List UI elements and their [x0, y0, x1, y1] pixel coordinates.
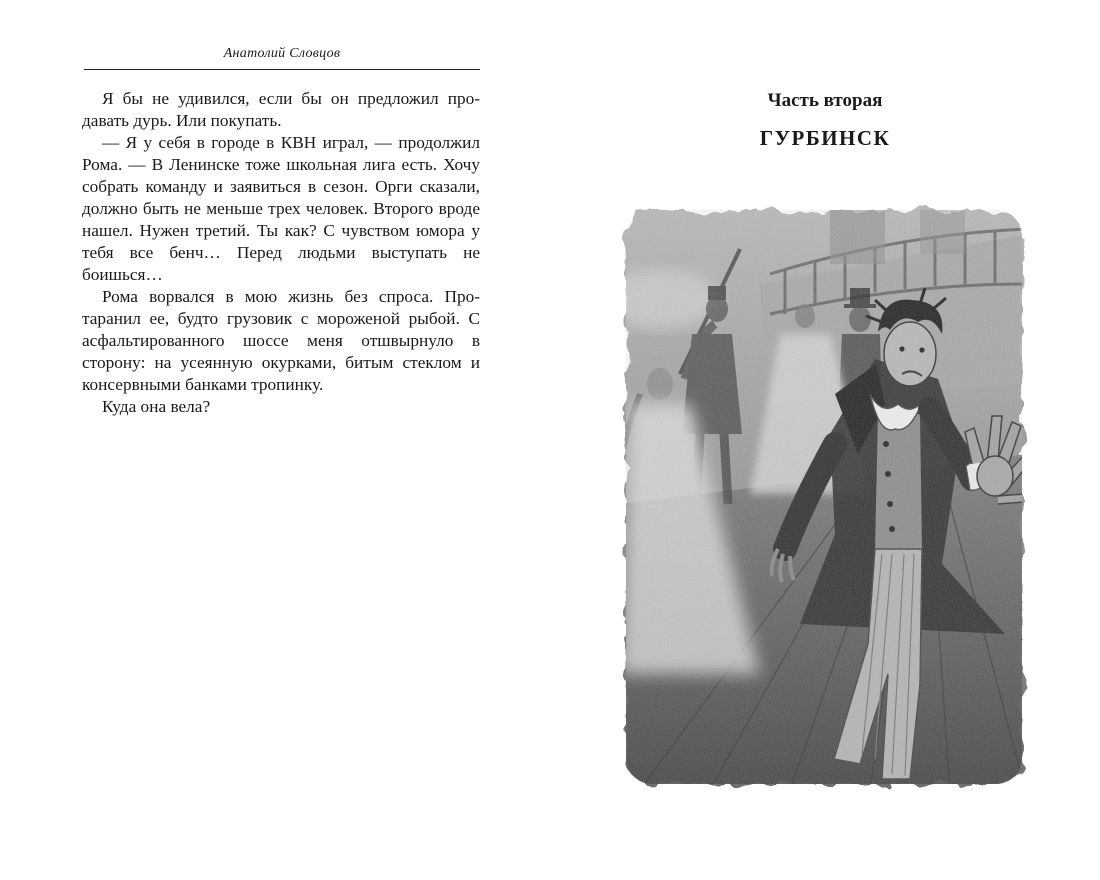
header-rule — [84, 69, 480, 70]
running-head: Анатолий Словцов — [223, 46, 341, 61]
right-page — [550, 0, 1100, 880]
paragraph: Я бы не удивился, если бы он предложил продавать дурь. Или покупать. — [82, 89, 480, 130]
body-text — [82, 88, 480, 418]
part-title: Часть вторая — [767, 90, 883, 111]
paragraph: Рома ворвался в мою жизнь без спроса. Протаранил ее, будто грузовик с мороженой рыбой. С асфальтированного шоссе меня отшвырнуло в сторону: на усеянную окурками, битым стеклом и консервными банками тропинку. — [82, 287, 480, 394]
paragraph: Куда она вела? — [102, 397, 211, 416]
part-name: ГУРБИНСК — [759, 126, 891, 150]
paragraph: — Я у себя в городе в КВН играл, — продолжил Рома. — В Ленинске тоже школьная лига есть. Хочу собрать команду и заявиться в сезон. Орги сказали, должно быть не меньше трех человек. Второго вроде нашел. Нужен третий. Ты как? С чувством юмора у тебя все бенч… Перед людьми выступать не боишься… — [82, 133, 480, 284]
chapter-illustration — [620, 204, 1028, 790]
